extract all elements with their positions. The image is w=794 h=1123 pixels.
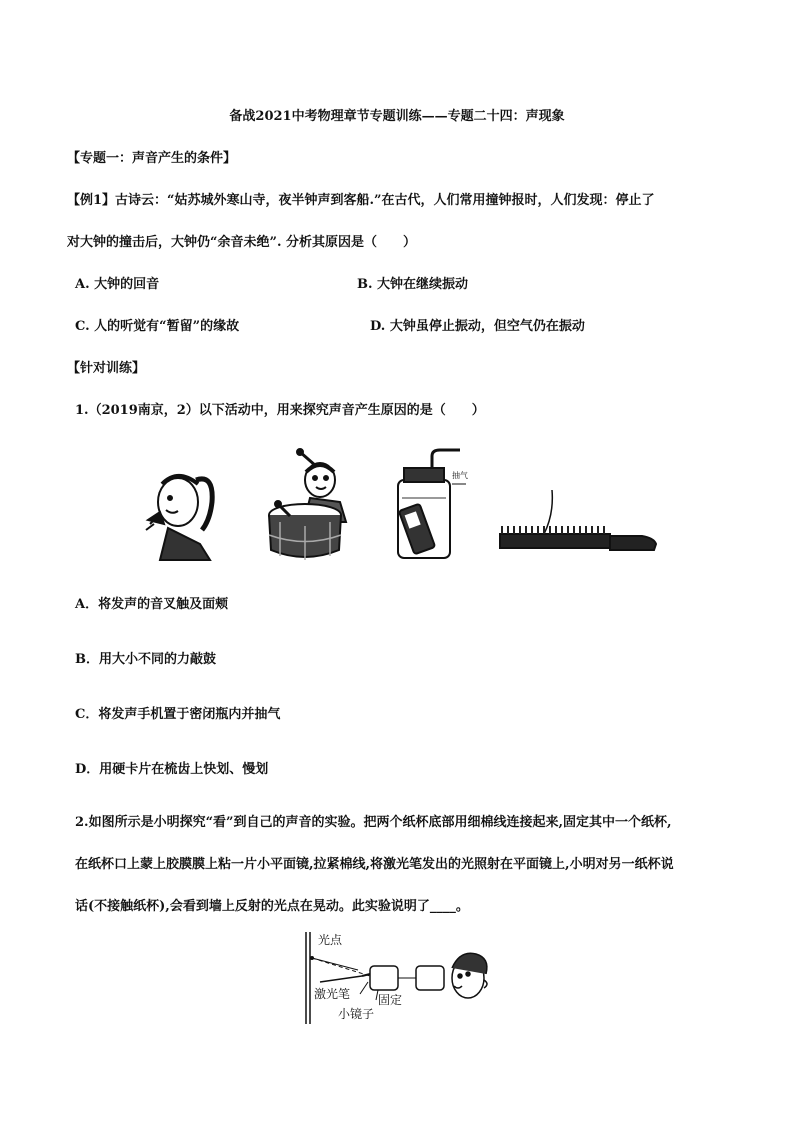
label-laser-pen: 激光笔 (314, 987, 351, 1001)
example1-option-a: A. 大钟的回音 (75, 277, 160, 292)
page-title: 备战2021中考物理章节专题训练——专题二十四：声现象 (229, 109, 565, 124)
example1-option-d: D. 大钟虽停止振动，但空气仍在振动 (370, 319, 585, 334)
example1-line2: 对大钟的撞击后，大钟仍“余音未绝”. 分析其原因是（ ） (67, 235, 417, 250)
wall (306, 932, 310, 1024)
paper-cup-right (416, 966, 444, 990)
paper-cup-left (370, 966, 398, 990)
boy-drum-figure (269, 449, 346, 560)
question1-option-a: A．将发声的音叉触及面颊 (75, 597, 229, 612)
question2-line1: 2.如图所示是小明探究“看”到自己的声音的实验。把两个纸杯底部用细棉线连接起来,固定其中一个纸杯, (75, 815, 672, 830)
laser-pen (320, 976, 362, 982)
question2-line2: 在纸杯口上蒙上胶膜膜上粘一片小平面镜,拉紧棉线,将激光笔发出的光照射在平面镜上,小明对另一纸杯说 (75, 857, 674, 872)
question1-option-c: C．将发声手机置于密闭瓶内并抽气 (75, 707, 281, 722)
label-mirror: 小镜子 (338, 1007, 375, 1021)
question1-option-b: B．用大小不同的力敲鼓 (75, 652, 216, 667)
example1-line1: 【例1】古诗云：“姑苏城外寒山寺，夜半钟声到客船.”在古代，人们常用撞钟报时，人们发现：停止了 (67, 193, 655, 208)
pump-label: 抽气 (452, 471, 468, 480)
label-light-spot: 光点 (318, 933, 343, 947)
girl-tuning-fork-figure (146, 476, 212, 560)
question2-figure (300, 928, 520, 1028)
comb-card-figure (500, 490, 656, 550)
question1-stem: 1.（2019南京，2）以下活动中，用来探究声音产生原因的是（ ） (75, 403, 485, 418)
question1-option-d: D．用硬卡片在梳齿上快划、慢划 (75, 762, 269, 777)
question2-line3: 话(不接触纸杯),会看到墙上反射的光点在晃动。此实验说明了____。 (75, 899, 469, 914)
practice-heading: 【针对训练】 (67, 361, 146, 376)
boy-face (452, 953, 487, 998)
topic-heading: 【专题一：声音产生的条件】 (67, 151, 237, 166)
example1-option-c: C. 人的听觉有“暂留”的缘故 (75, 319, 240, 334)
question1-figures (140, 440, 660, 565)
bottle-phone-figure (398, 450, 468, 558)
example1-option-b: B. 大钟在继续振动 (357, 277, 469, 292)
label-fixed: 固定 (378, 993, 403, 1007)
